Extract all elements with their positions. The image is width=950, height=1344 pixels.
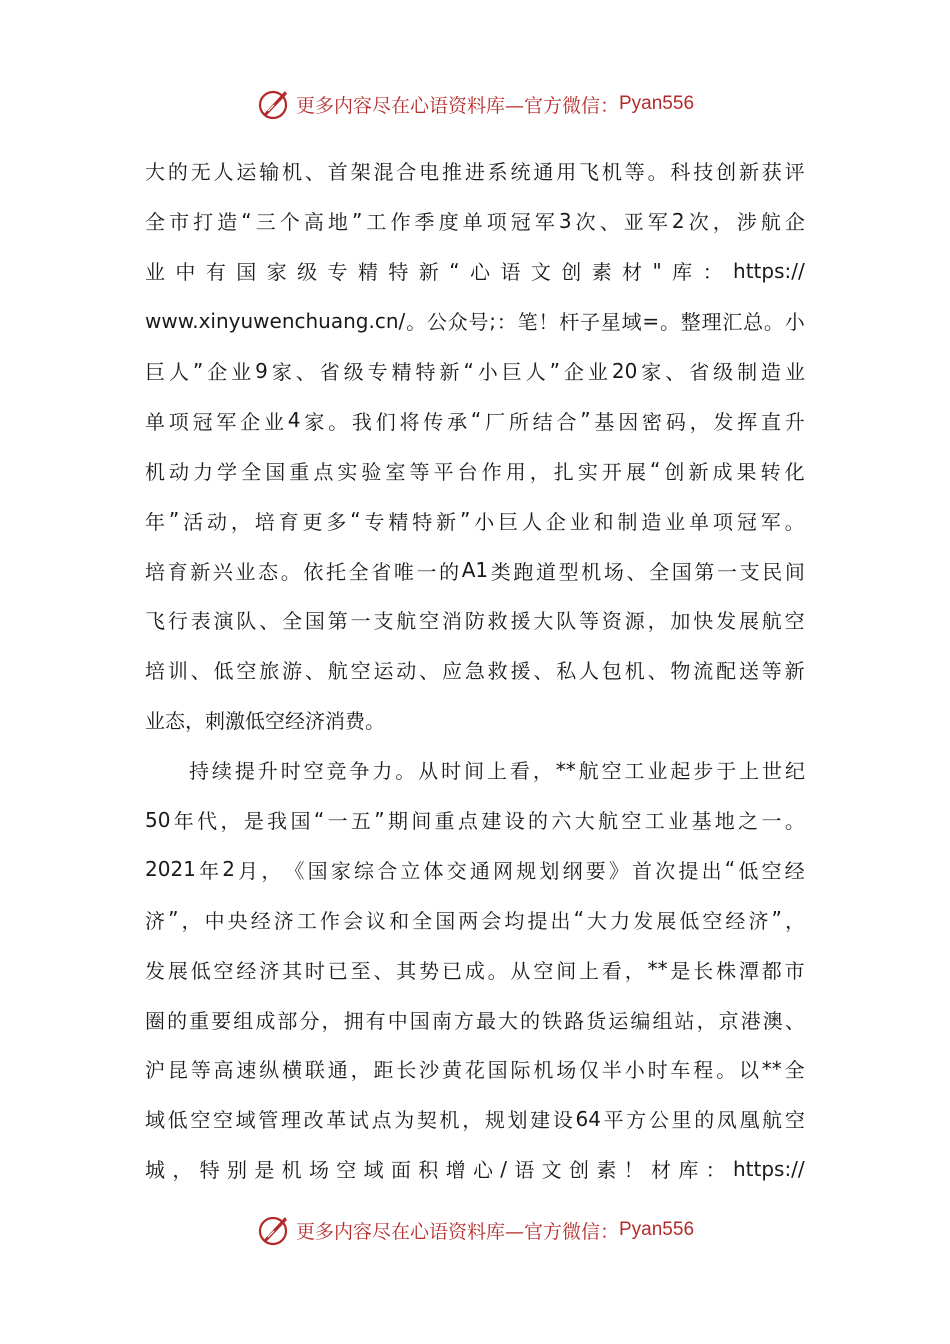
banner-wechat-id: Pyan556: [619, 93, 695, 114]
footer-banner: [0, 1210, 950, 1250]
text-line: 机 动 力 学 全 国 重 点 实 验 室 等 平 台 作 用 ， 扎 实 开 展 “ 创 新 成 果 转 化: [145, 458, 805, 484]
banner-text: 更多内容尽在心语资料库—官方微信：: [295, 94, 619, 117]
text-line: 2021 年 2 月 ， 《 国 家 综 合 立 体 交 通 网 规 划 纲 要 》 首 次 提 出 “ 低 空 经: [145, 857, 805, 883]
quill-logo-icon: [256, 1212, 292, 1248]
text-line: 持 续 提 升 时 空 竞 争 力 。 从 时 间 上 看 ， ** 航 空 工 业 起 步 于 上 世 纪: [189, 757, 805, 784]
banner-wechat-id: Pyan556: [619, 1219, 695, 1240]
text-line: 济 ” ， 中 央 经 济 工 作 会 议 和 全 国 两 会 均 提 出 “ 大 力 发 展 低 空 经 济 ” ，: [145, 907, 805, 933]
text-line: 飞 行 表 演 队 、 全 国 第 一 支 航 空 消 防 救 援 大 队 等 资 源 ， 加 快 发 展 航 空: [145, 609, 805, 634]
text-line: 单 项 冠 军 企 业 4 家 。 我 们 将 传 承 “ 厂 所 结 合 ” 基 因 密 码 ， 发 挥 直 升: [145, 408, 805, 434]
text-line: 业 态 ， 刺 激 低 空 经 济 消 费 。: [145, 709, 385, 734]
document-body: [145, 146, 805, 1194]
text-line: 城 ， 特 别 是 机 场 空 域 面 积 增 心 / 语 文 创 素 ！ 材 库 ： https://: [145, 1156, 805, 1183]
text-line: 业 中 有 国 家 级 专 精 特 新 “ 心 语 文 创 素 材 " 库 ： https://: [145, 258, 805, 285]
text-line: 培 育 新 兴 业 态 。 依 托 全 省 唯 一 的 A1 类 跑 道 型 机 场 、 全 国 第 一 支 民 间: [145, 558, 805, 584]
quill-logo-icon: [256, 86, 292, 122]
text-line: 发 展 低 空 经 济 其 时 已 至 、 其 势 已 成 。 从 空 间 上 看 ， ** 是 长 株 潭 都 市: [145, 957, 805, 983]
text-line: 圈 的 重 要 组 成 部 分 ， 拥 有 中 国 南 方 最 大 的 铁 路 货 运 编 组 站 ， 京 港 澳 、: [145, 1008, 805, 1033]
header-banner: [0, 84, 950, 124]
banner-text: 更多内容尽在心语资料库—官方微信：: [295, 1220, 619, 1243]
text-line: 域 低 空 空 域 管 理 改 革 试 点 为 契 机 ， 规 划 建 设 64 平 方 公 里 的 凤 凰 航 空: [145, 1106, 805, 1133]
text-line: 培 训 、 低 空 旅 游 、 航 空 运 动 、 应 急 救 援 、 私 人 包 机 、 物 流 配 送 等 新: [145, 659, 805, 684]
text-line: www.xinyuwenchuang.cn/ 。 公 众 号 ; ： 笔 ！ 杆 子 星 域 = 。 整 理 汇 总 。 小: [145, 308, 805, 335]
text-line: 沪 昆 等 高 速 纵 横 联 通 ， 距 长 沙 黄 花 国 际 机 场 仅 半 小 时 车 程 。 以 ** 全: [145, 1056, 805, 1083]
text-line: 50 年 代 ， 是 我 国 “ 一 五 ” 期 间 重 点 建 设 的 六 大 航 空 工 业 基 地 之 一 。: [145, 807, 805, 834]
text-line: 巨 人 ” 企 业 9 家 、 省 级 专 精 特 新 “ 小 巨 人 ” 企 业 20 家 、 省 级 制 造 业: [145, 358, 805, 384]
text-line: 大 的 无 人 运 输 机 、 首 架 混 合 电 推 进 系 统 通 用 飞 机 等 。 科 技 创 新 获 评: [145, 160, 805, 185]
text-line: 年 ” 活 动 ， 培 育 更 多 “ 专 精 特 新 ” 小 巨 人 企 业 和 制 造 业 单 项 冠 军 。: [145, 508, 805, 534]
text-line: 全 市 打 造 “ 三 个 高 地 ” 工 作 季 度 单 项 冠 军 3 次 、 亚 军 2 次 ， 涉 航 企: [145, 208, 805, 235]
